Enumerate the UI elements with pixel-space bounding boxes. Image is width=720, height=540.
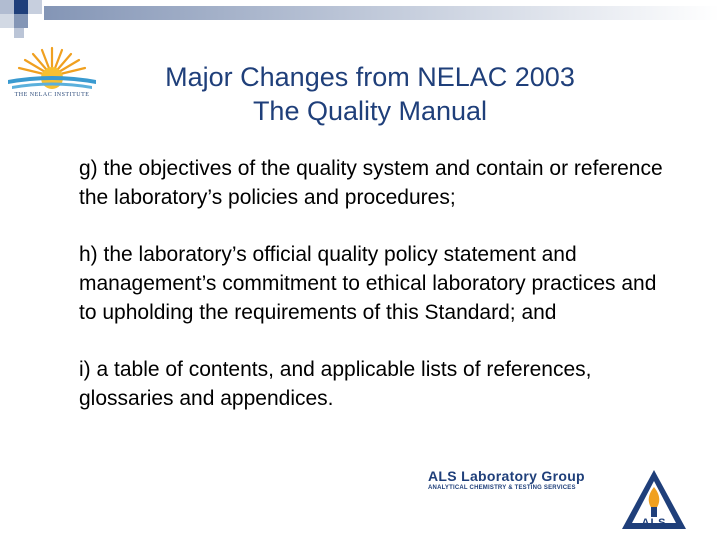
paragraph-g: g) the objectives of the quality system and contain or reference the laboratory’s policies and procedures;: [79, 157, 663, 209]
nelac-logo-text: THE NELAC INSTITUTE: [14, 92, 90, 98]
title-line-2: The Quality Manual: [252, 96, 488, 126]
paragraph-i: i) a table of contents, and applicable lists of references, glossaries and appendices.: [79, 358, 592, 410]
als-emblem-text: ALS: [641, 517, 667, 529]
als-emblem: [618, 467, 690, 533]
als-tagline: ANALYTICAL CHEMISTRY & TESTING SERVICES: [428, 485, 576, 491]
title-line-1: Major Changes from NELAC 2003: [165, 62, 575, 92]
slide-body: [79, 154, 679, 441]
slide-title: [100, 60, 640, 128]
paragraph-h: h) the laboratory’s official quality policy statement and management’s commitment to ethical laboratory practices and to upholding the requirements of this Standard; and: [79, 243, 657, 324]
als-company-name: ALS Laboratory Group: [428, 468, 585, 484]
nelac-logo: [4, 42, 100, 104]
sunrise-icon: [4, 42, 100, 92]
header-decoration: [0, 0, 720, 40]
